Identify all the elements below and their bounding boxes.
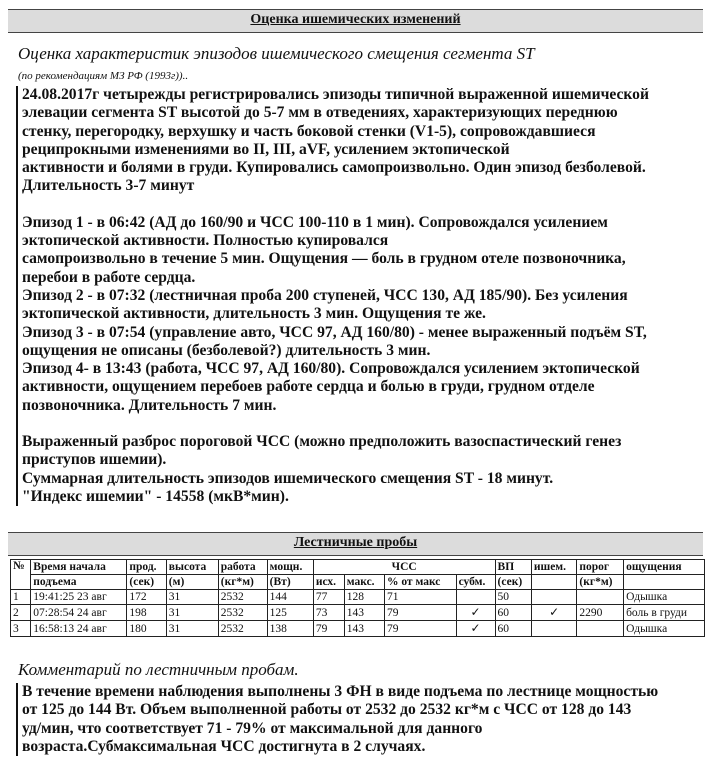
col-ischemia-blank — [531, 575, 577, 590]
cell-duration: 172 — [127, 590, 166, 605]
cell-number: 2 — [11, 605, 31, 621]
cell-power: 144 — [267, 590, 313, 605]
cell-hr-percent: 71 — [384, 590, 456, 605]
col-heart-rate: ЧСС — [313, 560, 495, 575]
col-vp-unit: (сек) — [495, 575, 531, 590]
col-ischemia: ишем. — [531, 560, 577, 575]
col-sensations-blank — [624, 575, 705, 590]
col-hr-percent: % от макс — [384, 575, 456, 590]
table-row — [11, 605, 705, 621]
cell-sensation: боль в груди — [624, 605, 705, 621]
table-row — [11, 621, 705, 637]
cell-threshold — [577, 590, 624, 605]
col-duration-unit: (сек) — [127, 575, 166, 590]
cell-power: 138 — [267, 621, 313, 637]
cell-number: 3 — [11, 621, 31, 637]
stairs-comment-body — [16, 683, 702, 756]
cell-hr-base: 73 — [313, 605, 344, 621]
cell-sensation: Одышка — [624, 621, 705, 637]
col-duration: прод. — [127, 560, 166, 575]
cell-threshold: 2290 — [577, 605, 624, 621]
col-hr-max: макс. — [344, 575, 384, 590]
cell-hr-max: 143 — [344, 621, 384, 637]
cell-submax-check — [456, 590, 495, 605]
cell-ischemia-check — [531, 621, 577, 637]
cell-number: 1 — [11, 590, 31, 605]
cell-ischemia-check — [531, 590, 577, 605]
table-row — [11, 590, 705, 605]
cell-time: 19:41:25 23 авг — [31, 590, 127, 605]
cell-work: 2532 — [218, 605, 267, 621]
cell-hr-percent: 79 — [384, 621, 456, 637]
episodes-detail-paragraph: Эпизод 1 - в 06:42 (АД до 160/90 и ЧСС 100-110 в 1 мин). Сопровождался усилением эктопической активности. Полностью купировался самопроизвольно в течение 5 мин. Ощущения — боль в грудном отеле позвоночника, перебои в работе сердца. Эпизод 2 - в 07:32 (лестничная проба 200 ступеней, ЧСС 130, АД 185/90). Без усиления эктопической активности, длительность 3 мин. Ощущения те же. Эпизод 3 - в 07:54 (управление авто, ЧСС 97, АД 160/80) - менее выраженный подъём ST, ощущения не описаны (безболевой?) длительность 3 мин. Эпизод 4- в 13:43 (работа, ЧСС 97, АД 160/80). Сопровождался усилением эктопической активности, ощущением перебоев работе сердца и болью в груди, грудном отделе позвоночника. Длительность 7 мин. — [22, 213, 647, 414]
cell-work: 2532 — [218, 590, 267, 605]
stair-tests-table — [10, 559, 705, 637]
cell-vp: 60 — [495, 621, 531, 637]
col-height-unit: (м) — [166, 575, 218, 590]
section-subtitle: Оценка характеристик эпизодов ишемического смещения сегмента ST — [18, 44, 535, 63]
cell-hr-base: 77 — [313, 590, 344, 605]
cell-time: 07:28:54 24 авг — [31, 605, 127, 621]
col-height: высота — [166, 560, 218, 575]
ischemia-report-body — [16, 86, 702, 506]
col-hr-base: исх. — [313, 575, 344, 590]
cell-hr-percent: 79 — [384, 605, 456, 621]
col-start-time: Время начала — [31, 560, 127, 575]
col-threshold: порог — [577, 560, 624, 575]
cell-hr-max: 128 — [344, 590, 384, 605]
stairs-comment-paragraph: В течение времени наблюдения выполнены 3 ФН в виде подъема по лестнице мощностью от 125 до 144 Вт. Объем выполненной работы от 2532 до 2532 кг*м с ЧСС от 128 до 143 уд/мин, что соответствует 71 - 79% от максимальной для данного возраста.Субмаксимальная ЧСС достигнута в 2 случаях. — [22, 683, 659, 755]
col-power: мощн. — [267, 560, 313, 575]
cell-submax-check: ✓ — [456, 605, 495, 621]
table-header-row — [11, 560, 705, 575]
col-work-unit: (кг*м) — [218, 575, 267, 590]
cell-duration: 198 — [127, 605, 166, 621]
recommendation-note: (по рекомендациям МЗ РФ (1993г)).. — [18, 70, 189, 82]
section-title: Оценка ишемических изменений — [250, 12, 461, 27]
episodes-summary-paragraph: 24.08.2017г четырежды регистрировались эпизоды типичной выраженной ишемической элевации сегмента ST высотой до 5-7 мм в отведениях, характеризующих переднюю стенку, перегородку, верхушку и часть боковой стенки (V1-5), сопровождавшиеся реципрокными изменениями во II, III, aVF, усилением эктопической активности и болями в груди. Купировались самопроизвольно. Один эпизод безболевой. Длительность 3-7 минут — [22, 86, 649, 195]
cell-height: 31 — [166, 590, 218, 605]
cell-height: 31 — [166, 605, 218, 621]
section-title: Лестничные пробы — [293, 535, 418, 550]
section-header-ischemia — [8, 9, 703, 33]
conclusion-paragraph: Выраженный разброс пороговой ЧСС (можно предположить вазоспастический генез приступов ишемии). Суммарная длительность эпизодов ишемического смещения ST - 18 минут. "Индекс ишемии" - 14558 (мкВ*мин). — [22, 433, 622, 505]
section-header-stairs — [8, 532, 703, 556]
cell-sensation: Одышка — [624, 590, 705, 605]
col-threshold-unit: (кг*м) — [577, 575, 624, 590]
col-power-unit: (Вт) — [267, 575, 313, 590]
col-hr-submax: субм. — [456, 575, 495, 590]
cell-vp: 50 — [495, 590, 531, 605]
col-start-time-sub: подъема — [31, 575, 127, 590]
col-number: № — [11, 560, 31, 590]
cell-hr-max: 143 — [344, 605, 384, 621]
cell-duration: 180 — [127, 621, 166, 637]
cell-threshold — [577, 621, 624, 637]
cell-work: 2532 — [218, 621, 267, 637]
col-work: работа — [218, 560, 267, 575]
cell-vp: 60 — [495, 605, 531, 621]
col-vp: ВП — [495, 560, 531, 575]
cell-ischemia-check: ✓ — [531, 605, 577, 621]
cell-hr-base: 79 — [313, 621, 344, 637]
cell-time: 16:58:13 24 авг — [31, 621, 127, 637]
cell-height: 31 — [166, 621, 218, 637]
col-sensations: ощущения — [624, 560, 705, 575]
stairs-comment-title: Комментарий по лестничным пробам. — [18, 660, 299, 679]
table-header-row — [11, 575, 705, 590]
cell-submax-check: ✓ — [456, 621, 495, 637]
cell-power: 125 — [267, 605, 313, 621]
